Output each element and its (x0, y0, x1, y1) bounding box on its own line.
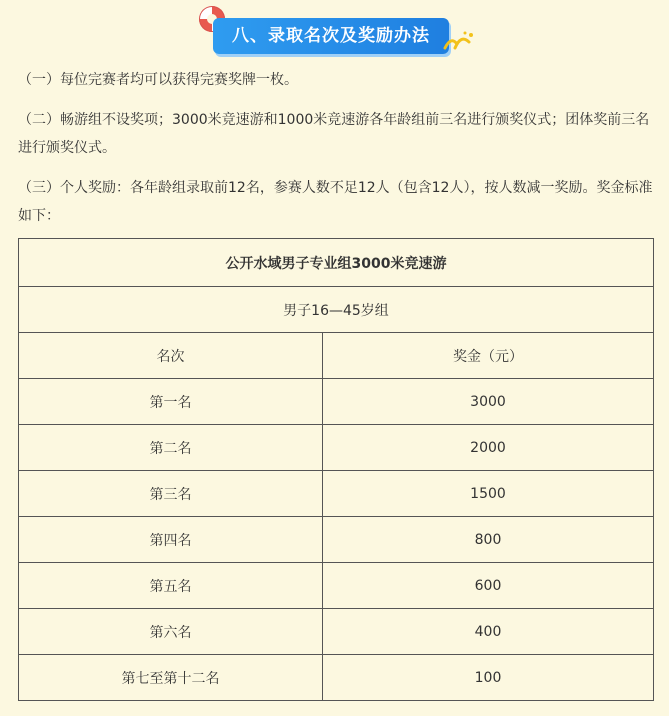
rank-cell: 第五名 (19, 563, 323, 609)
rank-cell: 第七至第十二名 (19, 655, 323, 701)
section-title: 八、录取名次及奖励办法 (213, 18, 449, 54)
column-header-rank: 名次 (19, 333, 323, 379)
prize-cell: 2000 (323, 425, 654, 471)
table-row (19, 471, 654, 517)
prize-cell: 100 (323, 655, 654, 701)
prize-cell: 1500 (323, 471, 654, 517)
rank-cell: 第三名 (19, 471, 323, 517)
rank-cell: 第一名 (19, 379, 323, 425)
rank-cell: 第四名 (19, 517, 323, 563)
paragraph-ceremony: （二）畅游组不设奖项；3000米竞速游和1000米竞速游各年龄组前三名进行颁奖仪式；团体奖前三名进行颁奖仪式。 (18, 112, 650, 156)
column-header-prize: 奖金（元） (323, 333, 654, 379)
table-row (19, 563, 654, 609)
prize-cell: 800 (323, 517, 654, 563)
prize-cell: 3000 (323, 379, 654, 425)
rank-cell: 第二名 (19, 425, 323, 471)
rank-cell: 第六名 (19, 609, 323, 655)
table-title-row (19, 239, 654, 287)
table-row (19, 517, 654, 563)
prize-cell: 400 (323, 609, 654, 655)
water-splash-icon (441, 30, 475, 52)
paragraph-individual-award: （三）个人奖励：各年龄组录取前12名，参赛人数不足12人（包含12人），按人数减一奖励。奖金标准如下： (18, 180, 653, 224)
table-title: 公开水域男子专业组3000米竞速游 (19, 239, 654, 287)
prize-cell: 600 (323, 563, 654, 609)
table-row (19, 379, 654, 425)
prize-table (18, 238, 654, 701)
table-header-row (19, 333, 654, 379)
table-group-row (19, 287, 654, 333)
table-row (19, 425, 654, 471)
section-heading (195, 6, 475, 58)
table-row (19, 609, 654, 655)
table-group-label: 男子16—45岁组 (19, 287, 654, 333)
paragraph-medal: （一）每位完赛者均可以获得完赛奖牌一枚。 (18, 72, 298, 88)
table-row (19, 655, 654, 701)
